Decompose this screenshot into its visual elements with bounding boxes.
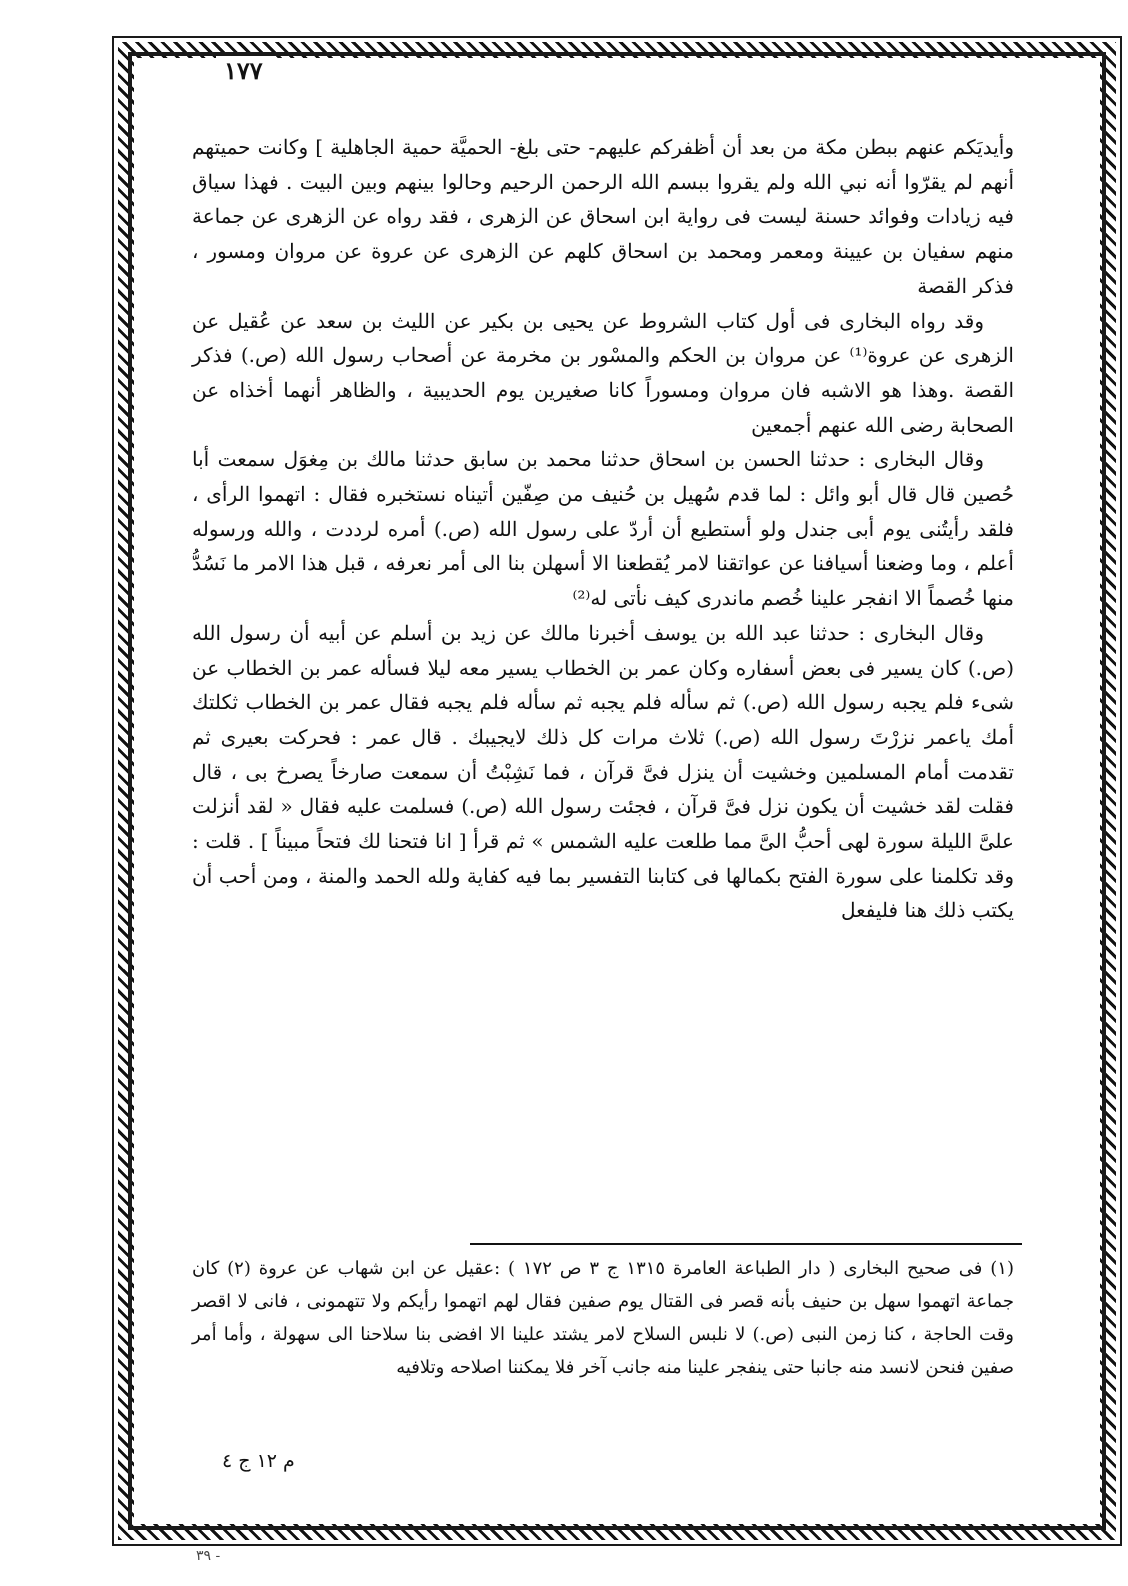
paragraph: وأيديَكم عنهم ببطن مكة من بعد أن أظفركم عليهم- حتى بلغ- الحميَّة حمية الجاهلية ] وكانت حميتهم أنهم لم يقرّوا أنه نبي الله ولم يقروا ببسم الله الرحمن الرحيم وحالوا بينهم وبين البيت . فهذا سياق فيه زيادات وفوائد حسنة ليست فى رواية ابن اسحاق عن الزهرى ، فقد رواه عن الزهرى عن جماعة منهم سفيان بن عيينة ومعمر ومحمد بن اسحاق كلهم عن الزهرى عن عروة عن مروان ومسور ، فذكر القصة	[192, 135, 1014, 298]
main-text	[192, 130, 1014, 928]
bottom-mark: ٣٩ -	[196, 1548, 221, 1564]
page-number: ١٧٧	[216, 56, 271, 85]
footnote: (١) فى صحيح البخارى ( دار الطباعة العامرة ١٣١٥ ج ٣ ص ١٧٢ ) :عقيل عن ابن شهاب عن عروة (٢) كان جماعة اتهموا سهل بن حنيف بأنه قصر فى القتال يوم صفين فقال لهم اتهموا رأيكم ولا تتهمونى ، فانى لا اقصر وقت الحاجة ، كنا زمن النبى (ص.) لا نلبس السلاح لامر يشتد علينا الا افضى بنا سلاحنا الى سهولة ، وأما أمر صفين فنحن لانسد منه جانبا حتى ينفجر علينا منه جانب آخر فلا يمكننا اصلاحه وتلافيه	[192, 1258, 1014, 1378]
paragraph: وقال البخارى : حدثنا الحسن بن اسحاق حدثنا محمد بن سابق حدثنا مالك بن مِغوَل سمعت أبا حُصين قال قال أبو وائل : لما قدم سُهيل بن حُنيف من صِفّين أتيناه نستخبره فقال : اتهموا الرأى ، فلقد رأيتُنى يوم أبى جندل ولو أستطيع أن أردّ على رسول الله (ص.) أمره لرددت ، والله ورسوله أعلم ، وما وضعنا أسيافنا عن عواتقنا لامر يُقطعنا الا أسهلن بنا الى أمر نعرفه ، قبل هذا الامر ما نَسُدُّ منها خُصماً الا انفجر علينا خُصم ماندرى كيف نأتى له⁽²⁾	[192, 447, 1014, 611]
footnote-divider	[470, 1243, 1022, 1245]
paragraph: وقد رواه البخارى فى أول كتاب الشروط عن يحيى بن بكير عن الليث بن سعد عن عُقيل عن الزهرى عن عروة⁽¹⁾ عن مروان بن الحكم والمسْور بن مخرمة عن أصحاب رسول الله (ص.) فذكر القصة .وهذا هو الاشبه فان مروان ومسوراً كانا صغيرين يوم الحديبية ، والظاهر أنهما أخذاه عن الصحابة رضى الله عنهم أجمعين	[192, 308, 1014, 437]
signature-mark: م ١٢ ج ٤	[222, 1450, 295, 1472]
paragraph: وقال البخارى : حدثنا عبد الله بن يوسف أخبرنا مالك عن زيد بن أسلم عن أبيه أن رسول الله (ص.) كان يسير فى بعض أسفاره وكان عمر بن الخطاب يسير معه ليلا فسأله عمر بن الخطاب عن شىء فلم يجبه رسول الله (ص.) ثم سأله فلم يجبه ثم سأله فلم يجبه فقال عمر بن الخطاب ثكلتك أمك ياعمر نزرْتَ رسول الله (ص.) ثلاث مرات كل ذلك لايجيبك . قال عمر : فحركت بعيرى ثم تقدمت أمام المسلمين وخشيت أن ينزل فىَّ قرآن ، فما نَشِبْتُ أن سمعت صارخاً يصرخ بى ، قال فقلت لقد خشيت أن يكون نزل فىَّ قرآن ، فجئت رسول الله (ص.) فسلمت عليه فقال « لقد أنزلت علىَّ الليلة سورة لهى أحبُّ الىَّ مما طلعت عليه الشمس » ثم قرأ [ انا فتحنا لك فتحاً مبيناً ] . قلت : وقد تكلمنا على سورة الفتح بكمالها فى كتابنا التفسير بما فيه كفاية ولله الحمد والمنة ، ومن أحب أن يكتب ذلك هنا فليفعل	[192, 620, 1014, 923]
footnotes	[192, 1252, 1014, 1384]
